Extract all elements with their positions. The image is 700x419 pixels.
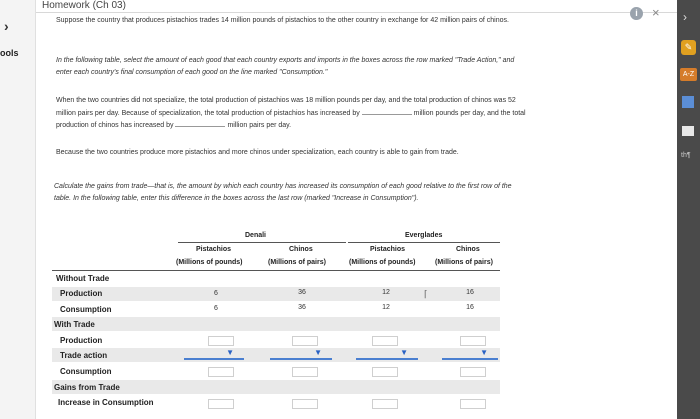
pistachio-increase-input[interactable] (362, 107, 412, 115)
column-header-unit: (Millions of pounds) (176, 259, 243, 266)
consumption-input-everglades-pistachios[interactable] (372, 367, 398, 377)
info-icon[interactable]: i (630, 7, 643, 20)
row-label-trade-action: Trade action (60, 351, 108, 360)
chevron-right-icon[interactable]: › (4, 18, 9, 34)
increase-input-everglades-pistachios[interactable] (372, 399, 398, 409)
trade-action-dropdown-denali-chinos[interactable] (270, 348, 332, 360)
cell-value: 12 (382, 289, 390, 296)
table-row (52, 317, 500, 331)
production-input-denali-pistachios[interactable] (208, 336, 234, 346)
production-input-denali-chinos[interactable] (292, 336, 318, 346)
panel-icon[interactable] (682, 126, 694, 136)
cell-value: 6 (214, 305, 218, 312)
increase-input-everglades-chinos[interactable] (460, 399, 486, 409)
everglades-header-rule (348, 242, 500, 243)
title-divider (36, 12, 678, 13)
chevron-down-icon[interactable]: ▼ (480, 348, 488, 357)
paragraph-line-3 (56, 119, 616, 131)
row-label-increase-in-consumption: Increase in Consumption (58, 398, 154, 407)
section-with-trade: With Trade (54, 320, 95, 329)
page-title: Homework (Ch 03) (42, 0, 126, 11)
instruction-2-line-1: Calculate the gains from trade—that is, the amount by which each country has increased its consumption of each good relative to the first row of the (54, 183, 512, 190)
column-header-good: Chinos (289, 246, 313, 253)
row-label-production: Production (60, 289, 103, 298)
paragraph-line-3-text: production of chinos has increased by (56, 122, 174, 129)
chevron-down-icon[interactable]: ▼ (314, 348, 322, 357)
cell-value: 16 (466, 304, 474, 311)
cell-value: 12 (382, 304, 390, 311)
cell-value: 36 (298, 304, 306, 311)
trade-action-dropdown-denali-pistachios[interactable] (184, 348, 244, 360)
row-label-consumption: Consumption (60, 305, 112, 314)
denali-header-rule (178, 242, 346, 243)
table-row (52, 333, 500, 347)
az-sort-icon[interactable]: A-Z (680, 68, 697, 81)
highlight-icon[interactable] (682, 96, 694, 108)
instruction-1-line-2: enter each country's final consumption of each good on the line marked "Consumption." (56, 69, 328, 76)
column-header-good: Chinos (456, 246, 480, 253)
chinos-increase-input[interactable] (175, 119, 225, 127)
table-header-rule (52, 270, 500, 271)
tools-label[interactable]: ools (0, 48, 19, 58)
table-row (52, 364, 500, 378)
production-input-everglades-chinos[interactable] (460, 336, 486, 346)
paragraph-line-1: When the two countries did not specialize, the total production of pistachios was 18 million pounds per day, and the total production of chinos was 52 (56, 97, 516, 104)
paragraph-line-2-text: million pairs per day. Because of specialization, the total production of pistachios has increased by (56, 110, 360, 117)
country-header-denali: Denali (245, 232, 267, 239)
row-label-production: Production (60, 336, 103, 345)
table-row (52, 302, 500, 316)
cell-value: 6 (214, 290, 218, 297)
left-rail (0, 0, 36, 419)
table-row (52, 287, 500, 301)
consumption-input-denali-chinos[interactable] (292, 367, 318, 377)
instruction-2-line-2: table. In the following table, enter this difference in the boxes across the last row (marked "Increase in Consumption"). (54, 195, 419, 202)
close-icon[interactable]: × (652, 5, 660, 20)
text-cursor-icon: ⌈ (424, 289, 428, 299)
instruction-1-line-1: In the following table, select the amount of each good that each country exports and imports in the boxes across the row marked "Trade Action," and (56, 57, 515, 64)
paragraph-line-2-tail: million pounds per day, and the total (413, 110, 526, 117)
consumption-input-everglades-chinos[interactable] (460, 367, 486, 377)
question-intro: Suppose the country that produces pistachios trades 14 million pounds of pistachios to the other country in exchange for 42 million pairs of chinos. (56, 17, 509, 24)
chevron-down-icon[interactable]: ▼ (226, 348, 234, 357)
section-gains-from-trade: Gains from Trade (54, 383, 120, 392)
cell-value: 16 (466, 289, 474, 296)
paragraph-line-2 (56, 107, 616, 119)
paragraph-line-3-tail: million pairs per day. (227, 122, 292, 129)
production-input-everglades-pistachios[interactable] (372, 336, 398, 346)
column-header-unit: (Millions of pairs) (435, 259, 493, 266)
row-label-consumption: Consumption (60, 367, 112, 376)
increase-input-denali-chinos[interactable] (292, 399, 318, 409)
country-header-everglades: Everglades (405, 232, 443, 239)
column-header-unit: (Millions of pounds) (349, 259, 416, 266)
because-statement: Because the two countries produce more pistachios and more chinos under specialization, each country is able to gain from trade. (56, 149, 459, 156)
section-without-trade: Without Trade (56, 274, 110, 283)
cell-value: 36 (298, 289, 306, 296)
pencil-icon[interactable]: ✎ (681, 40, 696, 55)
column-header-unit: (Millions of pairs) (268, 259, 326, 266)
trade-action-dropdown-everglades-chinos[interactable] (442, 348, 498, 360)
consumption-input-denali-pistachios[interactable] (208, 367, 234, 377)
column-header-good: Pistachios (370, 246, 406, 253)
text-icon[interactable]: th¶ (681, 152, 691, 159)
right-toolbar (677, 0, 700, 419)
table-row (52, 272, 500, 286)
trade-action-dropdown-everglades-pistachios[interactable] (356, 348, 418, 360)
chevron-down-icon[interactable]: ▼ (400, 348, 408, 357)
increase-input-denali-pistachios[interactable] (208, 399, 234, 409)
column-header-good: Pistachios (196, 246, 232, 253)
chevron-right-icon[interactable]: › (683, 10, 687, 24)
